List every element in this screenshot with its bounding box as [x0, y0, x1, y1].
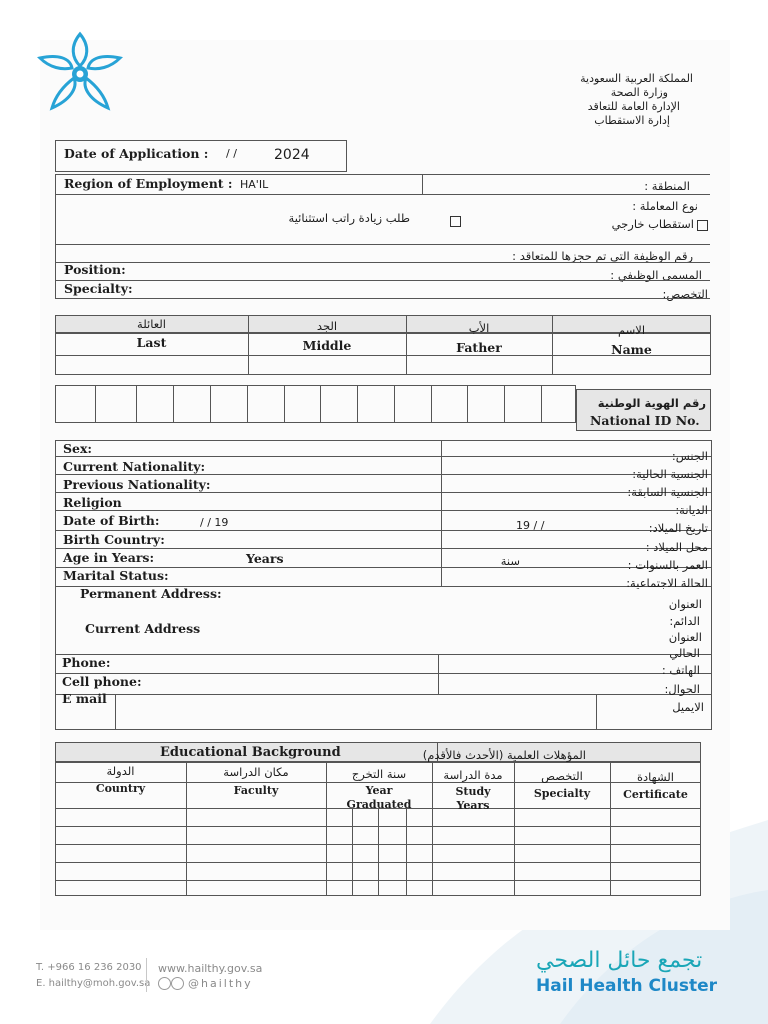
rule — [326, 762, 327, 896]
rule — [357, 385, 358, 423]
rule — [55, 530, 712, 531]
name-col-name: Name — [611, 342, 652, 357]
phone-ar-label: الهاتف : — [661, 663, 700, 677]
marital-status-label: Marital Status: — [63, 568, 169, 583]
age-ar-label: العمر بالسنوات : — [627, 558, 708, 572]
edu-col-certificate-ar: الشهادة — [637, 770, 674, 784]
region-of-employment-value[interactable]: HA'IL — [240, 178, 269, 191]
rule — [55, 298, 710, 299]
salary-raise-checkbox[interactable] — [450, 216, 461, 227]
national-id-ar-label: رقم الهوية الوطنية — [597, 396, 706, 410]
region-ar-label: المنطقة : — [644, 179, 690, 193]
rule — [186, 762, 187, 896]
rule — [441, 440, 442, 586]
rule — [136, 385, 137, 423]
current-address-ar-label-2: الحالي — [669, 646, 700, 660]
position-label: Position: — [64, 262, 126, 277]
education-title: Educational Background — [160, 745, 341, 760]
moh-star-logo — [32, 28, 128, 114]
current-address-ar-label-1: العنوان — [668, 630, 702, 644]
date-of-birth-ar-label: تاريخ الميلاد: — [648, 521, 708, 535]
rule — [438, 654, 439, 694]
previous-nationality-ar-label: الجنسية السابقة: — [627, 485, 708, 499]
national-id-boxes[interactable] — [55, 385, 576, 423]
edu-col-country: Country — [95, 782, 146, 795]
email-label: E mail — [62, 691, 107, 706]
rule — [55, 474, 712, 475]
education-title-ar: المؤهلات العلمية (الأحدث فالأقدم) — [422, 748, 586, 762]
footer-email: E. hailthy@moh.gov.sa — [36, 978, 151, 989]
position-ar-label: المسمى الوظيفي : — [610, 268, 702, 282]
footer-divider — [146, 958, 147, 992]
name-col-middle-ar: الجد — [316, 319, 338, 333]
rule — [55, 694, 712, 695]
edu-col-study-1: Study — [455, 785, 491, 798]
rule — [55, 244, 710, 245]
footer-phone: T. +966 16 236 2030 — [36, 962, 142, 973]
current-address-label: Current Address — [85, 621, 201, 636]
date-of-application-slashes: / / — [226, 147, 237, 160]
birth-country-ar-label: محل الميلاد : — [645, 540, 708, 554]
job-number-ar-label: رقم الوظيفة التي تم حجزها للمتعاقد : — [512, 249, 693, 263]
external-recruitment-option: استقطاب خارجي — [611, 217, 694, 231]
date-of-application-year[interactable]: 2024 — [274, 147, 310, 163]
age-ar-fill: سنة — [500, 554, 520, 568]
edu-col-study-2: Years — [456, 799, 490, 812]
specialty-label: Specialty: — [64, 281, 133, 296]
permanent-address-ar-label-2: الدائم: — [669, 614, 700, 628]
rule — [55, 456, 712, 457]
sex-label: Sex: — [63, 441, 93, 456]
rule — [173, 385, 174, 423]
ministry-line-1: المملكة العربية السعودية — [580, 72, 693, 85]
ministry-line-4: إدارة الاستقطاب — [594, 114, 670, 127]
edu-col-faculty: Faculty — [233, 784, 279, 797]
rule — [541, 385, 542, 423]
rule — [55, 492, 712, 493]
rule — [284, 385, 285, 423]
specialty-ar-label: التخصص: — [662, 287, 708, 301]
edu-col-year-ar: سنة التخرج — [351, 767, 407, 781]
ministry-line-2: وزارة الصحة — [610, 86, 668, 99]
name-col-last: Last — [136, 335, 167, 350]
rule — [431, 385, 432, 423]
date-of-birth-label: Date of Birth: — [63, 513, 160, 528]
rule — [352, 808, 353, 896]
twitter-icon[interactable] — [158, 977, 171, 990]
marital-status-ar-label: الحالة الاجتماعية: — [626, 576, 708, 590]
cluster-name: Hail Health Cluster — [536, 976, 718, 996]
name-col-last-ar: العائلة — [137, 317, 166, 331]
footer-handle[interactable]: @hailthy — [188, 977, 253, 990]
rule — [55, 194, 710, 195]
cluster-name-ar: تجمع حائل الصحي — [536, 948, 703, 973]
permanent-address-label: Permanent Address: — [80, 586, 222, 601]
rule — [394, 385, 395, 423]
rule — [55, 654, 712, 655]
edu-col-country-ar: الدولة — [106, 764, 135, 778]
email-ar-label: الايميل — [672, 700, 704, 714]
footer-website[interactable]: www.hailthy.gov.sa — [158, 962, 263, 975]
name-col-middle: Middle — [302, 338, 352, 353]
rule — [55, 262, 710, 263]
sex-ar-label: الجنس: — [671, 449, 708, 463]
rule — [55, 174, 710, 175]
permanent-address-ar-label-1: العنوان — [668, 597, 702, 611]
rule — [115, 694, 116, 730]
salary-raise-option: طلب زيادة راتب استثنائية — [288, 211, 410, 225]
date-of-birth-ar-fill[interactable]: 19 / / — [516, 519, 545, 532]
religion-label: Religion — [63, 495, 122, 510]
edu-col-faculty-ar: مكان الدراسة — [223, 765, 289, 779]
rule — [378, 808, 379, 896]
rule — [320, 385, 321, 423]
rule — [467, 385, 468, 423]
name-col-father: Father — [456, 340, 502, 355]
date-of-birth-en-fill[interactable]: / / 19 — [200, 516, 229, 529]
rule — [55, 510, 712, 511]
transaction-type-ar-label: نوع المعاملة : — [632, 199, 698, 213]
edu-col-year-1: Year — [365, 784, 393, 797]
cell-phone-ar-label: الجوال: — [664, 682, 700, 696]
current-nationality-ar-label: الجنسية الحالية: — [632, 467, 708, 481]
rule — [406, 808, 407, 896]
birth-country-label: Birth Country: — [63, 532, 165, 547]
ministry-line-3: الإدارة العامة للتعاقد — [587, 100, 680, 113]
edu-col-year-2: Graduated — [346, 798, 412, 811]
previous-nationality-label: Previous Nationality: — [63, 477, 211, 492]
rule — [55, 280, 710, 281]
cell-phone-label: Cell phone: — [62, 674, 142, 689]
rule — [596, 694, 597, 730]
external-recruitment-checkbox[interactable] — [697, 220, 708, 231]
region-of-employment-label: Region of Employment : — [64, 176, 233, 191]
phone-label: Phone: — [62, 655, 111, 670]
name-col-father-ar: الأب — [468, 321, 490, 335]
age-label: Age in Years: — [63, 550, 155, 565]
rule — [210, 385, 211, 423]
rule — [55, 673, 712, 674]
religion-ar-label: الديانة: — [675, 503, 708, 517]
edu-col-specialty: Specialty — [533, 787, 591, 800]
age-years-fill: Years — [246, 551, 284, 566]
rule — [504, 385, 505, 423]
rule — [422, 174, 423, 194]
rule — [247, 385, 248, 423]
education-header — [55, 742, 701, 762]
rule — [55, 548, 712, 549]
national-id-label: National ID No. — [590, 413, 700, 428]
edu-col-specialty-ar: التخصص — [541, 769, 583, 783]
rule — [432, 762, 433, 896]
instagram-icon[interactable] — [171, 977, 184, 990]
rule — [95, 385, 96, 423]
date-of-application-label: Date of Application : — [64, 146, 209, 161]
edu-col-certificate: Certificate — [623, 788, 688, 801]
name-col-name-ar: الاسم — [617, 323, 646, 337]
edu-col-study-ar: مدة الدراسة — [443, 768, 503, 782]
current-nationality-label: Current Nationality: — [63, 459, 206, 474]
